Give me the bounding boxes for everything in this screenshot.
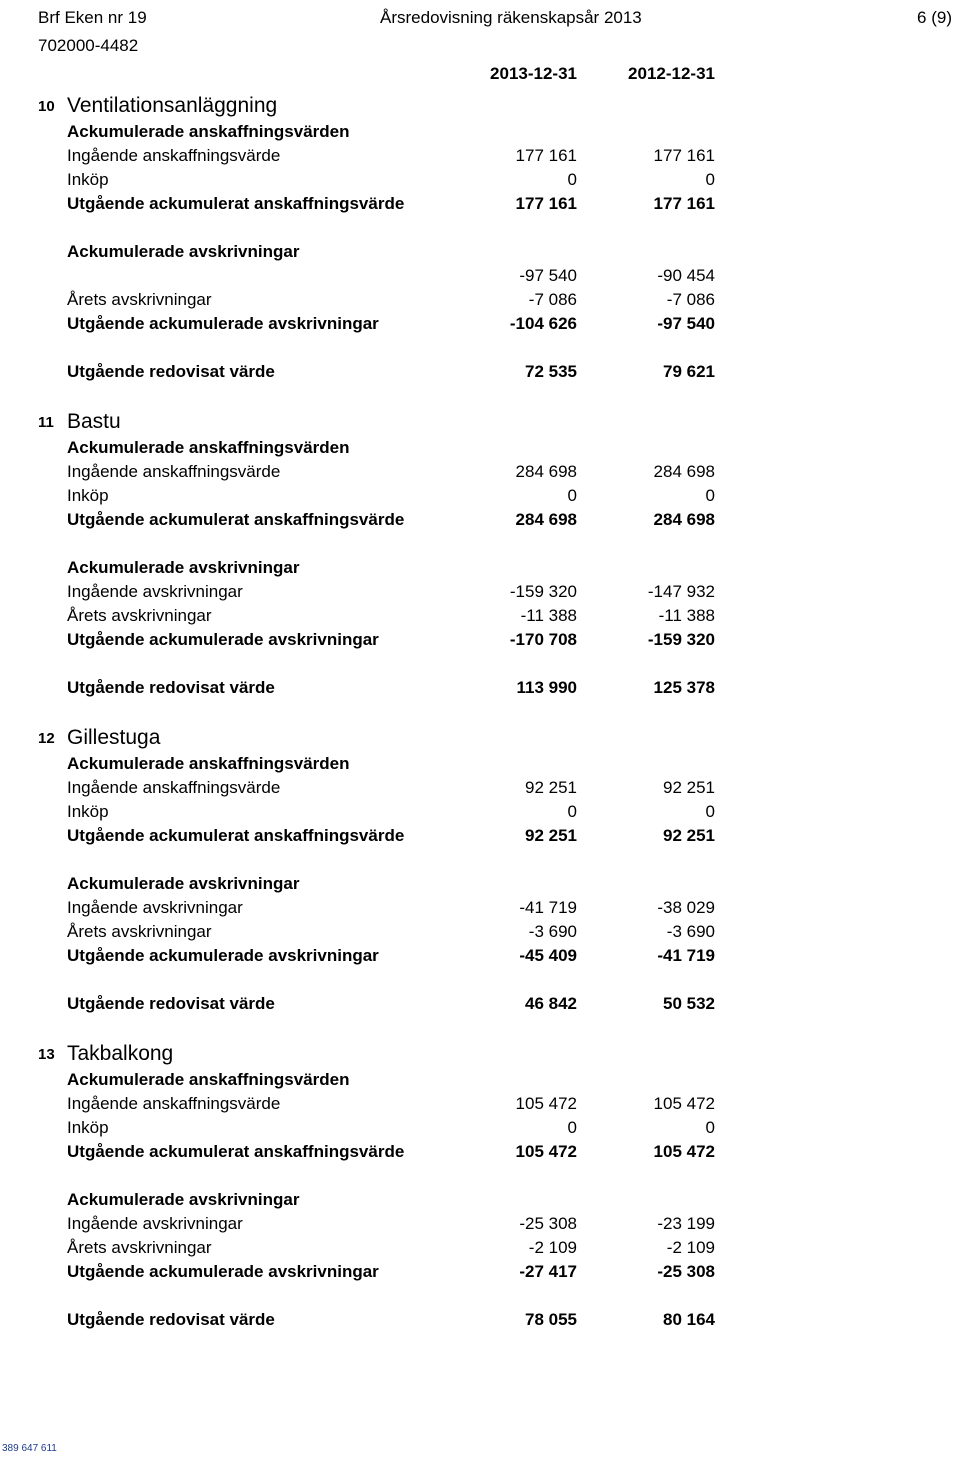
spacer — [0, 700, 960, 724]
table-row — [0, 944, 960, 968]
table-row — [0, 556, 960, 580]
row-label: Utgående redovisat värde — [67, 1310, 275, 1329]
table-row — [0, 1068, 960, 1092]
column-header-current: 2013-12-31 — [490, 64, 577, 83]
table-row — [0, 192, 960, 216]
value-current: 46 842 — [525, 994, 577, 1013]
row-label: Årets avskrivningar — [67, 922, 212, 941]
value-current: -97 540 — [519, 266, 577, 285]
row-label: Utgående ackumulerat anskaffningsvärde — [67, 1142, 405, 1161]
table-row — [0, 1116, 960, 1140]
value-current: 92 251 — [525, 778, 577, 797]
table-row — [0, 288, 960, 312]
value-previous: 105 472 — [653, 1142, 715, 1161]
value-previous: -7 086 — [666, 290, 715, 309]
column-header-previous: 2012-12-31 — [628, 64, 715, 83]
row-label: Ingående anskaffningsvärde — [67, 462, 281, 481]
spacer — [0, 1284, 960, 1308]
value-previous: -90 454 — [657, 266, 715, 285]
row-label: Inköp — [67, 170, 109, 189]
value-previous: -38 029 — [657, 898, 715, 917]
value-previous: 177 161 — [653, 146, 715, 165]
value-previous: 284 698 — [653, 462, 715, 481]
row-label: Ackumulerade anskaffningsvärden — [67, 122, 350, 141]
table-row — [0, 460, 960, 484]
table-row — [0, 168, 960, 192]
value-previous: 50 532 — [663, 994, 715, 1013]
row-label: Ackumulerade avskrivningar — [67, 242, 300, 261]
table-row — [0, 1140, 960, 1164]
row-label: Ackumulerade anskaffningsvärden — [67, 754, 350, 773]
notes-container — [0, 92, 960, 1332]
value-current: 72 535 — [525, 362, 577, 381]
value-previous: -23 199 — [657, 1214, 715, 1233]
value-current: -170 708 — [509, 630, 577, 649]
table-row — [0, 580, 960, 604]
table-row — [0, 1260, 960, 1284]
row-label: Ackumulerade avskrivningar — [67, 558, 300, 577]
table-row — [0, 920, 960, 944]
table-row — [0, 872, 960, 896]
row-label: Utgående ackumulerat anskaffningsvärde — [67, 194, 405, 213]
org-name: Brf Eken nr 19 — [38, 8, 147, 27]
row-label: Utgående ackumulerade avskrivningar — [67, 946, 379, 965]
table-row — [0, 992, 960, 1016]
note-title-row — [0, 92, 960, 120]
table-row — [0, 752, 960, 776]
value-previous: 0 — [705, 170, 715, 189]
value-previous: 105 472 — [653, 1094, 715, 1113]
value-current: 92 251 — [525, 826, 577, 845]
header-left — [38, 4, 147, 60]
value-previous: 92 251 — [663, 826, 715, 845]
value-previous: 284 698 — [653, 510, 715, 529]
table-row — [0, 604, 960, 628]
row-label: Ackumulerade anskaffningsvärden — [67, 438, 350, 457]
value-current: -159 320 — [509, 582, 577, 601]
row-label: Utgående ackumulerat anskaffningsvärde — [67, 826, 405, 845]
row-label: Utgående redovisat värde — [67, 362, 275, 381]
note-number: 10 — [38, 98, 55, 115]
value-current: -25 308 — [519, 1214, 577, 1233]
row-label: Ackumulerade avskrivningar — [67, 874, 300, 893]
document-title: Årsredovisning räkenskapsår 2013 — [380, 8, 642, 27]
value-previous: -3 690 — [666, 922, 715, 941]
row-label: Inköp — [67, 1118, 109, 1137]
note-title: Gillestuga — [67, 726, 161, 749]
spacer — [0, 848, 960, 872]
row-label: Inköp — [67, 486, 109, 505]
row-label: Utgående ackumulerade avskrivningar — [67, 314, 379, 333]
value-current: 284 698 — [515, 462, 577, 481]
row-label: Utgående redovisat värde — [67, 678, 275, 697]
value-previous: -11 388 — [658, 606, 715, 625]
row-label: Utgående ackumulerade avskrivningar — [67, 630, 379, 649]
value-current: 0 — [567, 1118, 577, 1137]
table-row — [0, 508, 960, 532]
row-label: Utgående ackumulerat anskaffningsvärde — [67, 510, 405, 529]
value-previous: 92 251 — [663, 778, 715, 797]
value-previous: 79 621 — [663, 362, 715, 381]
table-row — [0, 360, 960, 384]
value-current: 105 472 — [515, 1142, 577, 1161]
value-previous: 177 161 — [653, 194, 715, 213]
row-label: Utgående redovisat värde — [67, 994, 275, 1013]
value-current: 105 472 — [515, 1094, 577, 1113]
note-title: Ventilationsanläggning — [67, 94, 278, 117]
table-row — [0, 436, 960, 460]
row-label: Ingående anskaffningsvärde — [67, 778, 281, 797]
value-previous: -2 109 — [666, 1238, 715, 1257]
value-previous: -97 540 — [657, 314, 715, 333]
value-current: -11 388 — [520, 606, 577, 625]
value-previous: 0 — [705, 486, 715, 505]
table-row — [0, 896, 960, 920]
note-section — [0, 408, 960, 724]
table-row — [0, 484, 960, 508]
note-number: 13 — [38, 1046, 55, 1063]
value-previous: -41 719 — [657, 946, 715, 965]
value-current: 0 — [567, 802, 577, 821]
value-current: -3 690 — [528, 922, 577, 941]
note-section — [0, 92, 960, 408]
row-label: Ingående anskaffningsvärde — [67, 1094, 281, 1113]
value-current: -7 086 — [528, 290, 577, 309]
value-current: 177 161 — [515, 146, 577, 165]
note-title: Bastu — [67, 410, 121, 433]
table-row — [0, 312, 960, 336]
value-current: 78 055 — [525, 1310, 577, 1329]
table-row — [0, 1188, 960, 1212]
value-previous: -25 308 — [657, 1262, 715, 1281]
note-section — [0, 724, 960, 1040]
table-row — [0, 676, 960, 700]
table-row — [0, 120, 960, 144]
table-row — [0, 628, 960, 652]
value-previous: 80 164 — [663, 1310, 715, 1329]
value-previous: 0 — [705, 1118, 715, 1137]
note-title-row — [0, 1040, 960, 1068]
row-label: Årets avskrivningar — [67, 1238, 212, 1257]
row-label: Utgående ackumulerade avskrivningar — [67, 1262, 379, 1281]
spacer — [0, 652, 960, 676]
value-current: 177 161 — [515, 194, 577, 213]
table-row — [0, 1236, 960, 1260]
value-current: 284 698 — [515, 510, 577, 529]
row-label: Ingående anskaffningsvärde — [67, 146, 281, 165]
note-title-row — [0, 408, 960, 436]
row-label: Ingående avskrivningar — [67, 582, 243, 601]
spacer — [0, 336, 960, 360]
table-row — [0, 1092, 960, 1116]
value-current: -104 626 — [509, 314, 577, 333]
spacer — [0, 532, 960, 556]
table-row — [0, 1212, 960, 1236]
note-section — [0, 1040, 960, 1332]
footer-id: 389 647 611 — [2, 1443, 57, 1454]
value-current: 0 — [567, 486, 577, 505]
value-current: -41 719 — [519, 898, 577, 917]
value-previous: 125 378 — [653, 678, 715, 697]
org-number: 702000-4482 — [38, 36, 139, 55]
table-row — [0, 240, 960, 264]
spacer — [0, 968, 960, 992]
value-current: 0 — [567, 170, 577, 189]
spacer — [0, 384, 960, 408]
value-previous: -159 320 — [647, 630, 715, 649]
page-number: 6 (9) — [917, 8, 952, 27]
spacer — [0, 1164, 960, 1188]
value-current: 113 990 — [516, 678, 577, 697]
note-number: 12 — [38, 730, 55, 747]
value-previous: 0 — [705, 802, 715, 821]
value-current: -27 417 — [519, 1262, 577, 1281]
row-label: Årets avskrivningar — [67, 606, 212, 625]
table-row — [0, 144, 960, 168]
note-title: Takbalkong — [67, 1042, 174, 1065]
row-label: Ackumulerade anskaffningsvärden — [67, 1070, 350, 1089]
value-current: -2 109 — [528, 1238, 577, 1257]
table-row — [0, 1308, 960, 1332]
row-label: Inköp — [67, 802, 109, 821]
note-number: 11 — [38, 414, 54, 431]
spacer — [0, 1016, 960, 1040]
value-current: -45 409 — [519, 946, 577, 965]
table-row — [0, 264, 960, 288]
row-label: Årets avskrivningar — [67, 290, 212, 309]
table-row — [0, 824, 960, 848]
note-title-row — [0, 724, 960, 752]
table-row — [0, 776, 960, 800]
spacer — [0, 216, 960, 240]
row-label: Ackumulerade avskrivningar — [67, 1190, 300, 1209]
row-label: Ingående avskrivningar — [67, 898, 243, 917]
table-row — [0, 800, 960, 824]
value-previous: -147 932 — [647, 582, 715, 601]
row-label: Ingående avskrivningar — [67, 1214, 243, 1233]
